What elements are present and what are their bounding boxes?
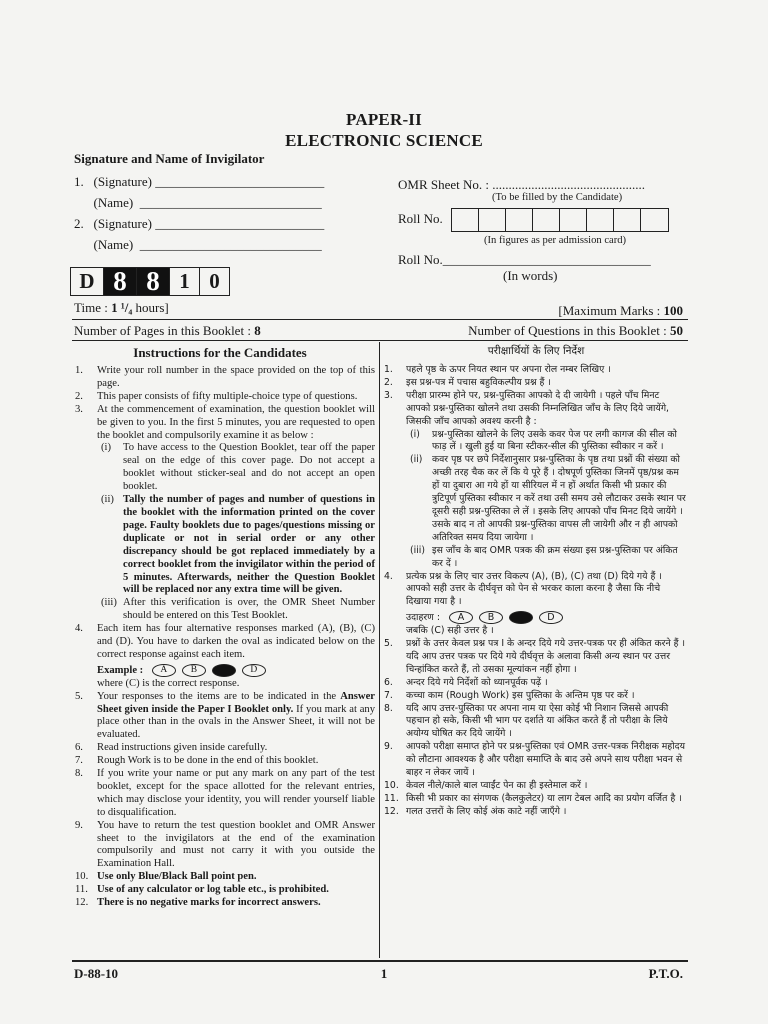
list-item: 11. Use of any calculator or log table etc., is prohibited. [75, 884, 329, 896]
sub-item: (ii) कवर पृष्ठ पर छपे निर्देशानुसार प्रश्न-पुस्तिका के पृष्ठ तथा प्रश्नों की संख्या को अच्छी तरह चैक कर लें कि ये पूरे हैं । दोषपूर्ण पुस्तिका जिनमें पृष्ठ/प्रश्न कम हों या दुबारा आ गये हों या सीरियल में न हों अर्थात किसी भी प्रकार की त्रुटिपूर्ण पुस्तिका स्वीकार न करें तथा उसी समय उसे लौटाकर उसके स्थान पर दूसरी सही प्रश्न-पुस्तिका ले लें । इसके लिए आपको पाँच मिनट दिये जायेंगे । उसके बाद न तो आपकी प्रश्न-पुस्तिका वापस ली जायेगी और न ही आपको अतिरिक्त समय दिया जायेगा । [410, 454, 686, 543]
list-item: 6. अन्दर दिये गये निर्देशों को ध्यानपूर्वक पढ़ें । [384, 676, 548, 688]
list-item: 7. Rough Work is to be done in the end of this booklet. [75, 755, 319, 767]
list-item: 1. पहले पृष्ठ के ऊपर नियत स्थान पर अपना रोल नम्बर लिखिए । [384, 364, 611, 375]
list-item: 2. इस प्रश्न-पत्र में पचास बहुविकल्पीय प्रश्न हैं । [384, 376, 551, 388]
list-item: 4. Each item has four alternative responses marked (A), (B), (C) and (D). You have to darken the oval as indicated below on the correct response against each item. Example : A B D where (C) is the correct response. [75, 623, 375, 689]
list-item: 8. यदि आप उत्तर-पुस्तिका पर अपना नाम या ऐसा कोई भी निशान जिससे आपकी पहचान हो सके, किसी भी भाग पर दर्शाते या अंकित करते हैं तो परीक्षा के लिये अयोग्य घोषित कर दिये जायेंगे । [384, 702, 669, 740]
roll-no-words: Roll No.________________________________ [398, 252, 651, 267]
sub-item: (iii) इस जाँच के बाद OMR पत्रक की क्रम संख्या इस प्रश्न-पुस्तिका पर अंकित कर दें । [410, 544, 678, 569]
roll-no-words-note: (In words) [503, 268, 558, 283]
maximum-marks: [Maximum Marks : 100 [558, 303, 683, 318]
roll-no-note: (In figures as per admission card) [484, 235, 627, 246]
page-number: 1 [380, 966, 388, 981]
option-bubble: B [182, 664, 206, 677]
option-bubble: D [242, 664, 266, 677]
list-item: 4. प्रत्येक प्रश्न के लिए चार उत्तर विकल्प (A), (B), (C) तथा (D) दिये गये हैं । आपको सही उत्तर के दीर्घवृत्त को पेन से भरकर काला करना है जैसा कि नीचे दिखाया गया है । उदाहरण : A B D जबकि (C) सही उत्तर है । [384, 571, 686, 639]
list-item: 1. Write your roll number in the space provided on the top of this page. [75, 365, 375, 389]
list-item: 9. आपको परीक्षा समाप्त होने पर प्रश्न-पुस्तिका एवं OMR उत्तर-पत्रक निरीक्षक महोदय को लौटाना आवश्यक है और परीक्षा समाप्ति के बाद उसे अपने साथ परीक्षा भवन से बाहर न लेकर जायें । [384, 741, 685, 779]
list-item: 5. प्रश्नों के उत्तर केवल प्रश्न पत्र I के अन्दर दिये गये उत्तर-पत्रक पर ही अंकित करने हैं । यदि आप उत्तर पत्रक पर दिये गये दीर्घवृत्त के अलावा किसी अन्य स्थान पर उत्तर चिन्हांकित करते हैं, तो उसका मूल्यांकन नहीं होगा । [384, 638, 685, 675]
code-digit: 8 [103, 267, 137, 296]
list-item: 3. At the commencement of examination, the question booklet will be given to you. In the first 5 minutes, you are requested to open the booklet and compulsorily examine it as below : (i) To have access to the Question Booklet, tear off the paper seal on the edge of this cover page. Do not accept a booklet without sticker-seal and do not accept an open booklet. (ii) Tally the number of pages and number of questions in the booklet with the information printed on the cover page. Faulty booklets due to pages/questions missing or duplicate or not in serial order or any other discrepancy should be got replaced immediately by a correct booklet from the invigilator within the period of 5 minutes. Afterwards, neither the Question Booklet will be replaced nor any extra time will be given. (iii) After this verification is over, the OMR Sheet Number should be entered on this Test Booklet. [75, 403, 375, 622]
option-bubble: A [152, 664, 176, 677]
code-series: D [70, 267, 104, 296]
pto-label: P.T.O. [648, 966, 683, 981]
invigilator-signature-1: 1. (Signature) __________________________ [74, 174, 325, 189]
sub-item: (iii) After this verification is over, the OMR Sheet Number should be entered on this Test Booklet. [101, 597, 375, 622]
subject-title: ELECTRONIC SCIENCE [285, 131, 483, 150]
list-item: 6. Read instructions given inside carefully. [75, 742, 268, 754]
time-allowed: Time : 1 ¹/₄ hours] [74, 300, 169, 315]
questions-count: Number of Questions in this Booklet : 50 [468, 323, 683, 338]
invigilator-heading: Signature and Name of Invigilator [74, 151, 265, 166]
pages-count: Number of Pages in this Booklet : 8 [74, 323, 261, 338]
code-digit: 1 [169, 267, 200, 296]
paper-title: PAPER-II [346, 110, 422, 129]
example-note: where (C) is the correct response. [97, 677, 240, 689]
instructions-english [75, 365, 375, 910]
roll-no-label: Roll No. [398, 211, 443, 226]
roll-no-boxes [451, 208, 669, 232]
option-bubble: B [479, 611, 503, 624]
example-note: जबकि (C) सही उत्तर है । [406, 625, 494, 637]
code-digit: 8 [136, 267, 170, 296]
invigilator-name-1: (Name) ____________________________ [74, 195, 322, 210]
option-bubble: D [539, 611, 563, 624]
option-bubble-filled [509, 611, 533, 624]
omr-note: (To be filled by the Candidate) [492, 192, 623, 203]
invigilator-name-2: (Name) ____________________________ [74, 237, 322, 252]
example-bubbles [449, 611, 563, 624]
list-item: 12. There is no negative marks for incorrect answers. [75, 897, 321, 909]
example-row: Example : A B D [97, 664, 375, 678]
instructions-hindi [384, 364, 686, 819]
list-item: 10. Use only Blue/Black Ball point pen. [75, 871, 257, 883]
list-item: 8. If you write your name or put any mark on any part of the test booklet, except for the space allotted for the relevant entries, which may disclose your identity, you will render yourself liable to disqualification. [75, 768, 375, 818]
list-item: 2. This paper consists of fifty multiple-choice type of questions. [75, 390, 358, 402]
sub-item: (ii) Tally the number of pages and number of questions in the booklet with the information printed on the cover page. Faulty booklets due to pages/questions missing or duplicate or not in serial order or any other discrepancy should be got replaced immediately by a correct booklet from the invigilator within the period of 5 minutes. Afterwards, neither the Question Booklet will be replaced nor any extra time will be given. [101, 494, 375, 596]
sub-item: (i) To have access to the Question Booklet, tear off the paper seal on the edge of this cover page. Do not accept a booklet without sticker-seal and do not accept an open booklet. [101, 442, 375, 493]
sub-item: (i) प्रश्न-पुस्तिका खोलने के लिए उसके कवर पेज पर लगी कागज की सील को फाड़ लें । खुली हुई या बिना स्टीकर-सील की पुस्तिका स्वीकार न करें । [410, 428, 677, 453]
omr-sheet-number: OMR Sheet No. : ............................................... [398, 177, 645, 192]
list-item: 3. परीक्षा प्रारम्भ होने पर, प्रश्न-पुस्तिका आपको दे दी जायेगी । पहले पाँच मिनट आपको प्रश्न-पुस्तिका खोलने तथा उसकी निम्नलिखित जाँच के लिए दिये जायेंगे, जिसकी जाँच आपको अवश्य करनी है : (i) प्रश्न-पुस्तिका खोलने के लिए उसके कवर पेज पर लगी कागज की सील को फाड़ लें । खुली हुई या बिना स्टीकर-सील की पुस्तिका स्वीकार न करें । (ii) कवर पृष्ठ पर छपे निर्देशानुसार प्रश्न-पुस्तिका के पृष्ठ तथा प्रश्नों की संख्या को अच्छी तरह चैक कर लें कि ये पूरे हैं । दोषपूर्ण पुस्तिका जिनमें पृष्ठ/प्रश्न कम हों या दुबारा आ गये हों या सीरियल में न हों अर्थात किसी भी प्रकार की त्रुटिपूर्ण पुस्तिका स्वीकार न करें तथा उसी समय उसे लौटाकर उसके स्थान पर दूसरी सही प्रश्न-पुस्तिका ले लें । इसके लिए आपको पाँच मिनट दिये जायेंगे । उसके बाद न तो आपकी प्रश्न-पुस्तिका वापस ली जायेगी और न ही आपको अतिरिक्त समय दिया जायेगा । (iii) इस जाँच के बाद OMR पत्रक की क्रम संख्या इस प्रश्न-पुस्तिका पर अंकित कर दें । [384, 389, 686, 569]
code-digit: 0 [199, 267, 230, 296]
instructions-heading: Instructions for the Candidates [133, 345, 307, 360]
footer-code: D-88-10 [74, 966, 119, 981]
example-row: उदाहरण : A B D [406, 611, 686, 625]
option-bubble: A [449, 611, 473, 624]
example-bubbles [152, 664, 266, 677]
list-item: 5. Your responses to the items are to be indicated in the Answer Sheet given inside the Paper I Booklet only. If you mark at any place other than in the ovals in the Answer Sheet, it will not be evaluated. [75, 690, 375, 741]
invigilator-signature-2: 2. (Signature) __________________________ [74, 216, 325, 231]
list-item: 7. कच्चा काम (Rough Work) इस पुस्तिका के अन्तिम पृष्ठ पर करें । [384, 689, 635, 701]
list-item: 12. गलत उत्तरों के लिए कोई अंक काटे नहीं जाएँगे । [384, 805, 567, 817]
option-bubble-filled [212, 664, 236, 677]
hindi-instructions-heading: परीक्षार्थियों के लिए निर्देश [487, 345, 585, 357]
list-item: 10. केवल नीले/काले बाल प्वाईंट पेन का ही इस्तेमाल करें । [384, 780, 588, 791]
list-item: 11. किसी भी प्रकार का संगणक (कैलकुलेटर) या लाग टेबल आदि का प्रयोग वर्जित है । [384, 792, 682, 804]
booklet-code [70, 267, 229, 296]
list-item: 9. You have to return the test question booklet and OMR Answer sheet to the invigilators at the end of the examination compulsorily and must not carry it with you outside the Examination Hall. [75, 819, 375, 870]
